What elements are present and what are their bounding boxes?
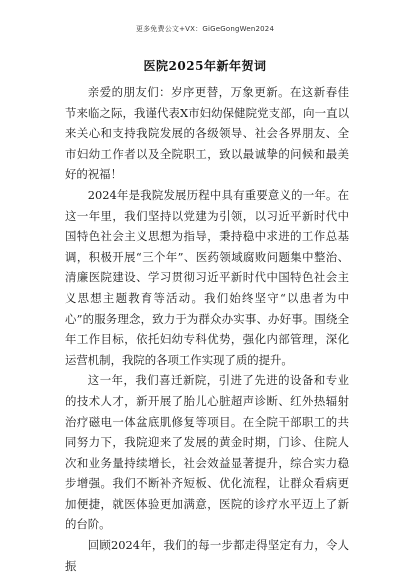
paragraph-review: 回顾2024年，我们的每一步都走得坚定有力，令人振 (65, 538, 349, 573)
paragraph-2024-overview: 2024年是我院发展历程中具有重要意义的一年。在这一年里，我们坚持以党建为引领，以习近平新时代中国特色社会主义思想为指导，秉持稳中求进的工作总基调，积极开展“三个年”、医药领域腐败问题集中整治、清廉医院建设、学习贯彻习近平新时代中国特色社会主义思想主题教育等活动。我们始终坚守“以患者为中心”的服务理念，致力于为群众办实事、办好事。围绕全年工作目标，依托妇幼专科优势，强化内部管理，深化运营机制，我院的各项工作实现了质的提升。 (65, 187, 349, 367)
page-title: 医院2025年新年贺词 (143, 59, 267, 73)
paragraph-achievements: 这一年，我们喜迁新院，引进了先进的设备和专业的技术人才，新开展了胎儿心脏超声诊断、红外热辐射治疗磁电一体盆底肌修复等项目。在全院干部职工的共同努力下，我院迎来了发展的黄金时期，门诊、住院人次和业务量持续增长，社会效益显著提升，综合实力稳步增强。我们不断补齐短板、优化流程，让群众看病更加便捷，就医体验更加满意，医院的诊疗水平迈上了新的台阶。 (65, 373, 349, 532)
header-note: 更多免费公文+VX：GiGeGongWen2024 (135, 25, 275, 33)
document-body (65, 82, 349, 576)
paragraph-greeting: 亲爱的朋友们：岁序更替，万象更新。在这新春佳节来临之际，我谨代表X市妇幼保健院党支部，向一直以来关心和支持我院发展的各级领导、社会各界朋友、全市妇幼工作者以及全院职工，致以最诚挚的问候和最美好的祝福！ (65, 85, 349, 182)
